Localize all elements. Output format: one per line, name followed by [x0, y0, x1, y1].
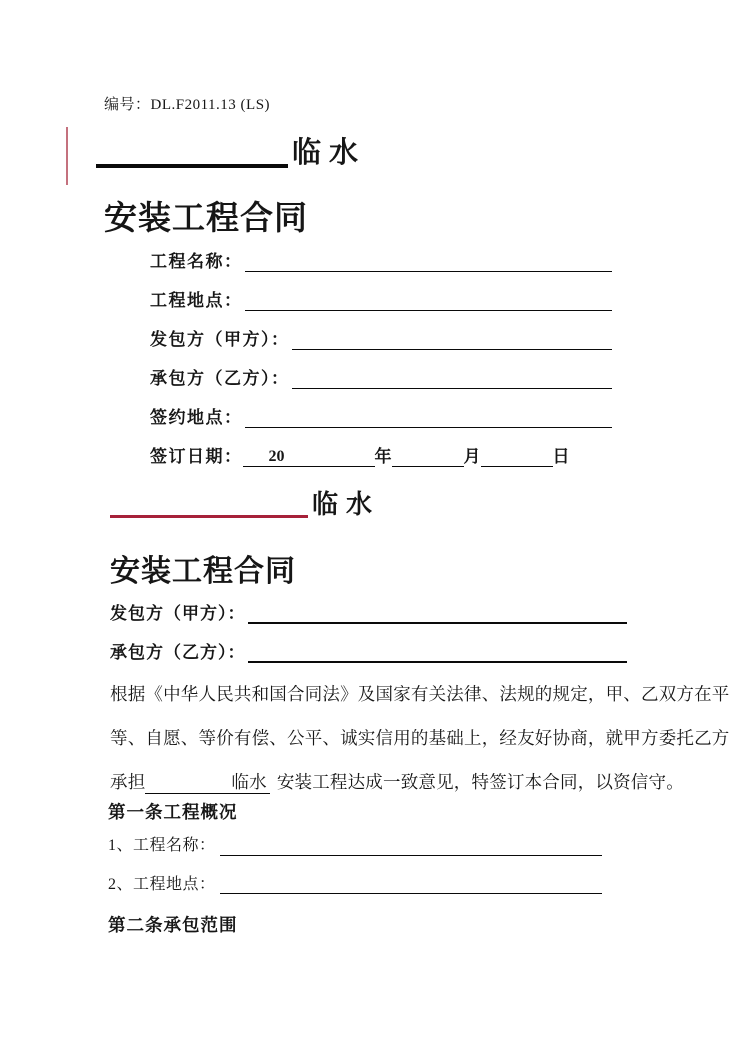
date-day-unit: 日 [552, 447, 570, 467]
cover-title: 安装工程合同 [104, 201, 308, 237]
signing-place-blank[interactable] [245, 426, 613, 428]
body-title: 安装工程合同 [110, 555, 296, 588]
body-heading-row [110, 491, 380, 518]
date-century-prefill: 20 [268, 447, 285, 465]
left-margin-revision-line [66, 127, 68, 185]
item-row-project-name [108, 817, 602, 856]
project-location-blank[interactable] [245, 309, 613, 311]
party-a-label: 发包方（甲方）： [150, 330, 290, 350]
field-row-party-b [150, 350, 612, 389]
undertake-project-blank[interactable] [145, 772, 269, 794]
cover-heading-word: 临水 [292, 137, 367, 169]
party-b-blank[interactable] [292, 387, 613, 389]
undertake-project-prefill: 临水 [231, 772, 267, 792]
date-day-blank[interactable] [481, 465, 553, 467]
date-year-unit: 年 [374, 447, 392, 467]
field-row-signing-place [150, 389, 612, 428]
item2-label: 2、工程地点： [108, 875, 216, 893]
cover-heading-row [96, 138, 366, 168]
body-party-a-label: 发包方（甲方）： [110, 604, 246, 624]
article1-heading: 第一条工程概况 [108, 802, 238, 822]
date-month-blank[interactable] [392, 465, 464, 467]
preamble-line-2: 等、自愿、等价有偿、公平、诚实信用的基础上，经友好协商，就甲方委托乙方 [110, 728, 730, 748]
article1-items [108, 817, 602, 894]
body-row-party-a [110, 585, 627, 624]
item-row-project-location [108, 856, 602, 895]
signing-place-label: 签约地点： [150, 408, 243, 428]
preamble-line-1: 根据《中华人民共和国合同法》及国家有关法律、法规的规定，甲、乙双方在平 [110, 684, 730, 704]
date-year-blank[interactable] [243, 448, 375, 467]
body-party-b-label: 承包方（乙方）： [110, 643, 246, 663]
doc-number: 编号：DL.F2011.13 (LS) [104, 97, 271, 113]
party-rows [110, 585, 627, 663]
item1-label: 1、工程名称： [108, 837, 216, 855]
item1-blank[interactable] [220, 854, 602, 856]
field-row-signing-date [150, 428, 612, 467]
field-row-project-location [150, 272, 612, 311]
signing-date-label: 签订日期： [150, 447, 243, 467]
body-row-party-b [110, 624, 627, 663]
preamble-line3-suffix: 安装工程达成一致意见，特签订本合同，以资信守。 [276, 772, 684, 792]
party-b-label: 承包方（乙方）： [150, 369, 290, 389]
field-row-project-name [150, 233, 612, 272]
body-heading-word: 临水 [312, 490, 381, 519]
project-name-blank[interactable] [245, 270, 613, 272]
body-party-a-blank[interactable] [248, 622, 628, 624]
preamble-line-3 [110, 760, 722, 804]
cover-fields [150, 233, 612, 467]
preamble-paragraph [110, 672, 730, 804]
date-month-unit: 月 [463, 447, 481, 467]
cover-heading-blank[interactable] [96, 164, 288, 168]
project-location-label: 工程地点： [150, 291, 243, 311]
item2-blank[interactable] [220, 892, 602, 894]
body-heading-blank[interactable] [110, 515, 308, 518]
field-row-party-a [150, 311, 612, 350]
project-name-label: 工程名称： [150, 252, 243, 272]
party-a-blank[interactable] [292, 348, 613, 350]
article2-heading: 第二条承包范围 [108, 915, 238, 935]
preamble-line3-prefix: 承担 [110, 772, 146, 792]
body-party-b-blank[interactable] [248, 661, 628, 663]
